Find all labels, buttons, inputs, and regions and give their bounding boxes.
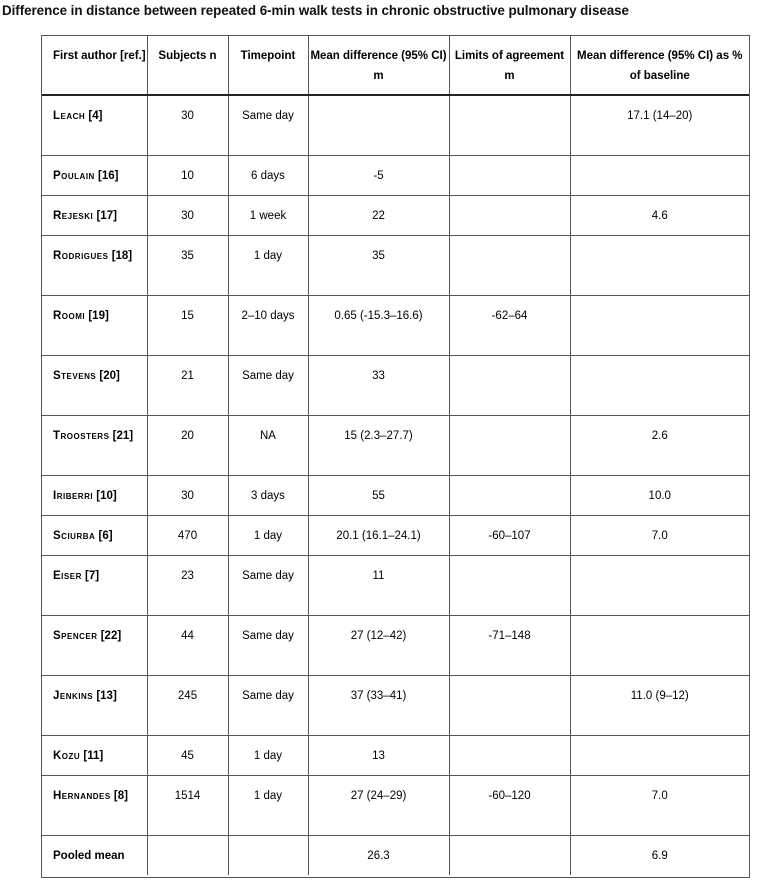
mean-difference-cell: 27 (24–29) — [308, 775, 449, 835]
author-name: Spencer — [53, 629, 98, 642]
percent-baseline-cell — [570, 355, 749, 415]
author-ref: [20] — [99, 369, 120, 382]
subjects-cell: 15 — [147, 295, 228, 355]
timepoint-cell: 1 day — [228, 735, 308, 775]
author-cell — [42, 415, 147, 475]
author-name: Hernandes — [53, 789, 111, 802]
author-ref: [10] — [96, 489, 117, 502]
limits-cell — [449, 675, 570, 735]
author-cell — [42, 155, 147, 195]
author-name: Leach — [53, 110, 86, 122]
subjects-cell: 44 — [147, 615, 228, 675]
author-cell — [42, 475, 147, 515]
subjects-cell: 30 — [147, 475, 228, 515]
limits-cell — [449, 475, 570, 515]
author-cell — [42, 555, 147, 615]
limits-cell — [449, 155, 570, 195]
subjects-cell: 20 — [147, 415, 228, 475]
mean-difference-cell: 55 — [308, 475, 449, 515]
timepoint-cell: 2–10 days — [228, 295, 308, 355]
timepoint-cell: 1 week — [228, 195, 308, 235]
author-ref: [13] — [96, 689, 117, 702]
subjects-cell: 30 — [147, 95, 228, 155]
table-row — [42, 235, 749, 295]
pooled-row — [42, 835, 749, 875]
timepoint-cell: 1 day — [228, 515, 308, 555]
header-percent-baseline: Mean difference (95% CI) as % of baseline — [570, 36, 749, 95]
percent-baseline-cell — [570, 295, 749, 355]
percent-baseline-cell: 7.0 — [570, 775, 749, 835]
percent-baseline-cell: 4.6 — [570, 195, 749, 235]
header-mean-difference: Mean difference (95% CI) m — [308, 36, 449, 95]
mean-difference-cell: 35 — [308, 235, 449, 295]
mean-difference-cell: 20.1 (16.1–24.1) — [308, 515, 449, 555]
timepoint-cell: 1 day — [228, 235, 308, 295]
author-cell — [42, 735, 147, 775]
author-cell — [42, 775, 147, 835]
header-row — [42, 36, 749, 95]
header-timepoint: Timepoint — [228, 36, 308, 95]
subjects-cell: 10 — [147, 155, 228, 195]
subjects-cell — [147, 835, 228, 875]
header-first-author: First author [ref.] — [42, 36, 147, 95]
percent-baseline-cell — [570, 155, 749, 195]
author-ref: [4] — [88, 110, 103, 122]
author-name: Troosters — [53, 429, 110, 442]
subjects-cell: 21 — [147, 355, 228, 415]
limits-cell — [449, 355, 570, 415]
author-name: Sciurba — [53, 529, 96, 542]
header-limits-of-agreement: Limits of agreement m — [449, 36, 570, 95]
table-row — [42, 675, 749, 735]
percent-baseline-cell: 10.0 — [570, 475, 749, 515]
pooled-label: Pooled mean — [42, 835, 147, 875]
table-header — [42, 36, 749, 95]
percent-baseline-cell — [570, 615, 749, 675]
percent-baseline-cell — [570, 735, 749, 775]
mean-difference-cell: 13 — [308, 735, 449, 775]
data-table — [42, 36, 749, 875]
subjects-cell: 35 — [147, 235, 228, 295]
limits-cell — [449, 195, 570, 235]
limits-cell — [449, 235, 570, 295]
author-cell — [42, 615, 147, 675]
mean-difference-cell: 22 — [308, 195, 449, 235]
author-ref: [18] — [111, 249, 133, 262]
mean-difference-cell: 37 (33–41) — [308, 675, 449, 735]
author-ref: [7] — [85, 569, 100, 582]
author-name: Eiser — [53, 569, 82, 582]
table-caption: Difference in distance between repeated 6-min walk tests in chronic obstructive pulmonary disease — [2, 3, 629, 18]
mean-difference-cell: 26.3 — [308, 835, 449, 875]
table-row — [42, 355, 749, 415]
timepoint-cell: Same day — [228, 95, 308, 155]
limits-cell: -62–64 — [449, 295, 570, 355]
percent-baseline-cell: 17.1 (14–20) — [570, 95, 749, 155]
author-name: Jenkins — [53, 689, 94, 702]
percent-baseline-cell: 7.0 — [570, 515, 749, 555]
table-body — [42, 95, 749, 875]
subjects-cell: 30 — [147, 195, 228, 235]
table-row — [42, 95, 749, 155]
timepoint-cell — [228, 835, 308, 875]
mean-difference-cell: 0.65 (-15.3–16.6) — [308, 295, 449, 355]
author-ref: [16] — [98, 169, 119, 182]
table-row — [42, 615, 749, 675]
author-ref: [11] — [83, 749, 104, 762]
subjects-cell: 245 — [147, 675, 228, 735]
timepoint-cell: 1 day — [228, 775, 308, 835]
table-row — [42, 735, 749, 775]
subjects-cell: 45 — [147, 735, 228, 775]
author-ref: [22] — [100, 629, 122, 642]
subjects-cell: 23 — [147, 555, 228, 615]
mean-difference-cell: -5 — [308, 155, 449, 195]
subjects-cell: 1514 — [147, 775, 228, 835]
author-cell — [42, 515, 147, 555]
limits-cell: -60–107 — [449, 515, 570, 555]
limits-cell — [449, 835, 570, 875]
limits-cell: -71–148 — [449, 615, 570, 675]
author-ref: [6] — [98, 529, 113, 542]
author-cell — [42, 675, 147, 735]
author-name: Poulain — [53, 169, 95, 182]
author-name: Roomi — [53, 309, 86, 322]
limits-cell — [449, 415, 570, 475]
timepoint-cell: 6 days — [228, 155, 308, 195]
author-cell — [42, 95, 147, 155]
author-name: Rejeski — [53, 209, 94, 222]
header-subjects: Subjects n — [147, 36, 228, 95]
author-cell — [42, 295, 147, 355]
table-row — [42, 195, 749, 235]
table-row — [42, 155, 749, 195]
limits-cell — [449, 735, 570, 775]
limits-cell: -60–120 — [449, 775, 570, 835]
author-cell — [42, 355, 147, 415]
mean-difference-cell: 15 (2.3–27.7) — [308, 415, 449, 475]
table-row — [42, 415, 749, 475]
timepoint-cell: Same day — [228, 615, 308, 675]
table-row — [42, 475, 749, 515]
author-name: Stevens — [53, 369, 97, 382]
author-cell — [42, 195, 147, 235]
limits-cell — [449, 555, 570, 615]
table-row — [42, 775, 749, 835]
author-ref: [17] — [96, 209, 117, 222]
percent-baseline-cell: 11.0 (9–12) — [570, 675, 749, 735]
percent-baseline-cell: 6.9 — [651, 849, 668, 862]
timepoint-cell: NA — [228, 415, 308, 475]
mean-difference-cell — [308, 95, 449, 155]
data-table-container — [41, 35, 750, 878]
author-name: Kozu — [53, 749, 81, 762]
timepoint-cell: Same day — [228, 675, 308, 735]
percent-baseline-cell — [570, 235, 749, 295]
limits-cell — [449, 95, 570, 155]
author-cell — [42, 235, 147, 295]
table-row — [42, 515, 749, 555]
timepoint-cell: 3 days — [228, 475, 308, 515]
author-name: Rodrigues — [53, 249, 109, 262]
table-row — [42, 295, 749, 355]
author-ref: [21] — [112, 429, 134, 442]
percent-baseline-cell: 2.6 — [570, 415, 749, 475]
timepoint-cell: Same day — [228, 555, 308, 615]
mean-difference-cell: 27 (12–42) — [308, 615, 449, 675]
author-ref: [19] — [88, 309, 109, 322]
subjects-cell: 470 — [147, 515, 228, 555]
table-row — [42, 555, 749, 615]
percent-baseline-cell — [570, 555, 749, 615]
mean-difference-cell: 11 — [308, 555, 449, 615]
author-ref: [8] — [113, 789, 128, 802]
mean-difference-cell: 33 — [308, 355, 449, 415]
author-name: Iriberri — [53, 489, 94, 502]
timepoint-cell: Same day — [228, 355, 308, 415]
